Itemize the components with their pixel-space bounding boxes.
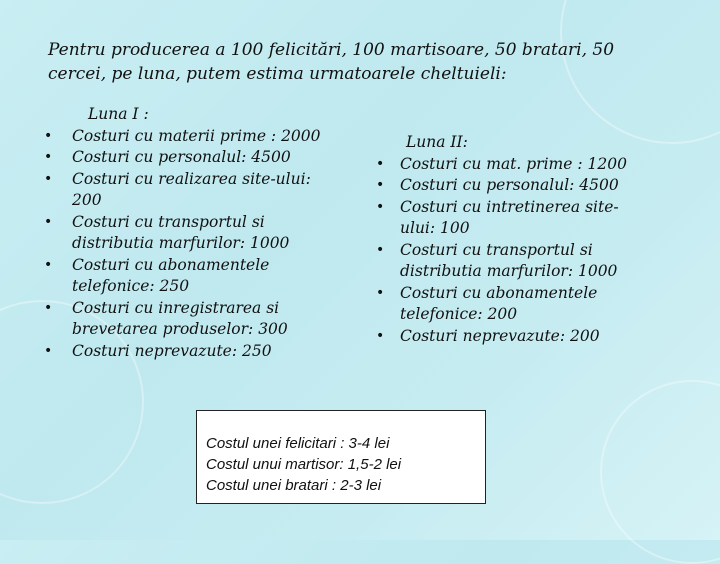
- month1-cost-list: [44, 126, 344, 363]
- intro-paragraph: [48, 38, 688, 86]
- list-item: • Costuri neprevazute: 250: [44, 341, 344, 363]
- unit-cost-line: Costul unui martisor: 1,5-2 lei: [206, 456, 402, 473]
- intro-line: cercei, pe luna, putem estima urmatoarele cheltuieli:: [48, 64, 507, 84]
- unit-costs-box: [196, 410, 486, 504]
- list-item: • Costuri cu mat. prime : 1200: [376, 154, 646, 176]
- list-item: • Costuri cu personalul: 4500: [376, 175, 646, 197]
- intro-line: Pentru producerea a 100 felicitări, 100 martisoare, 50 bratari, 50: [48, 40, 615, 60]
- month1-column: [44, 104, 344, 362]
- month2-column: [376, 132, 646, 347]
- month1-heading: Luna I :: [88, 105, 149, 123]
- list-item: • Costuri cu abonamentele telefonice: 250: [44, 255, 344, 298]
- month2-heading: Luna II:: [406, 133, 468, 151]
- list-item: • Costuri cu realizarea site-ului: 200: [44, 169, 344, 212]
- list-item: • Costuri cu inregistrarea si brevetarea produselor: 300: [44, 298, 344, 341]
- list-item: • Costuri cu materii prime : 2000: [44, 126, 344, 148]
- list-item: • Costuri cu personalul: 4500: [44, 147, 344, 169]
- list-item: • Costuri cu transportul si distributia marfurilor: 1000: [44, 212, 344, 255]
- list-item: • Costuri cu intretinerea site-ului: 100: [376, 197, 646, 240]
- list-item: • Costuri neprevazute: 200: [376, 326, 646, 348]
- unit-cost-line: Costul unei bratari : 2-3 lei: [206, 477, 382, 494]
- background-swirl: [600, 380, 720, 564]
- month2-cost-list: [376, 154, 646, 348]
- unit-cost-line: Costul unei felicitari : 3-4 lei: [206, 435, 390, 452]
- list-item: • Costuri cu transportul si distributia marfurilor: 1000: [376, 240, 646, 283]
- list-item: • Costuri cu abonamentele telefonice: 200: [376, 283, 646, 326]
